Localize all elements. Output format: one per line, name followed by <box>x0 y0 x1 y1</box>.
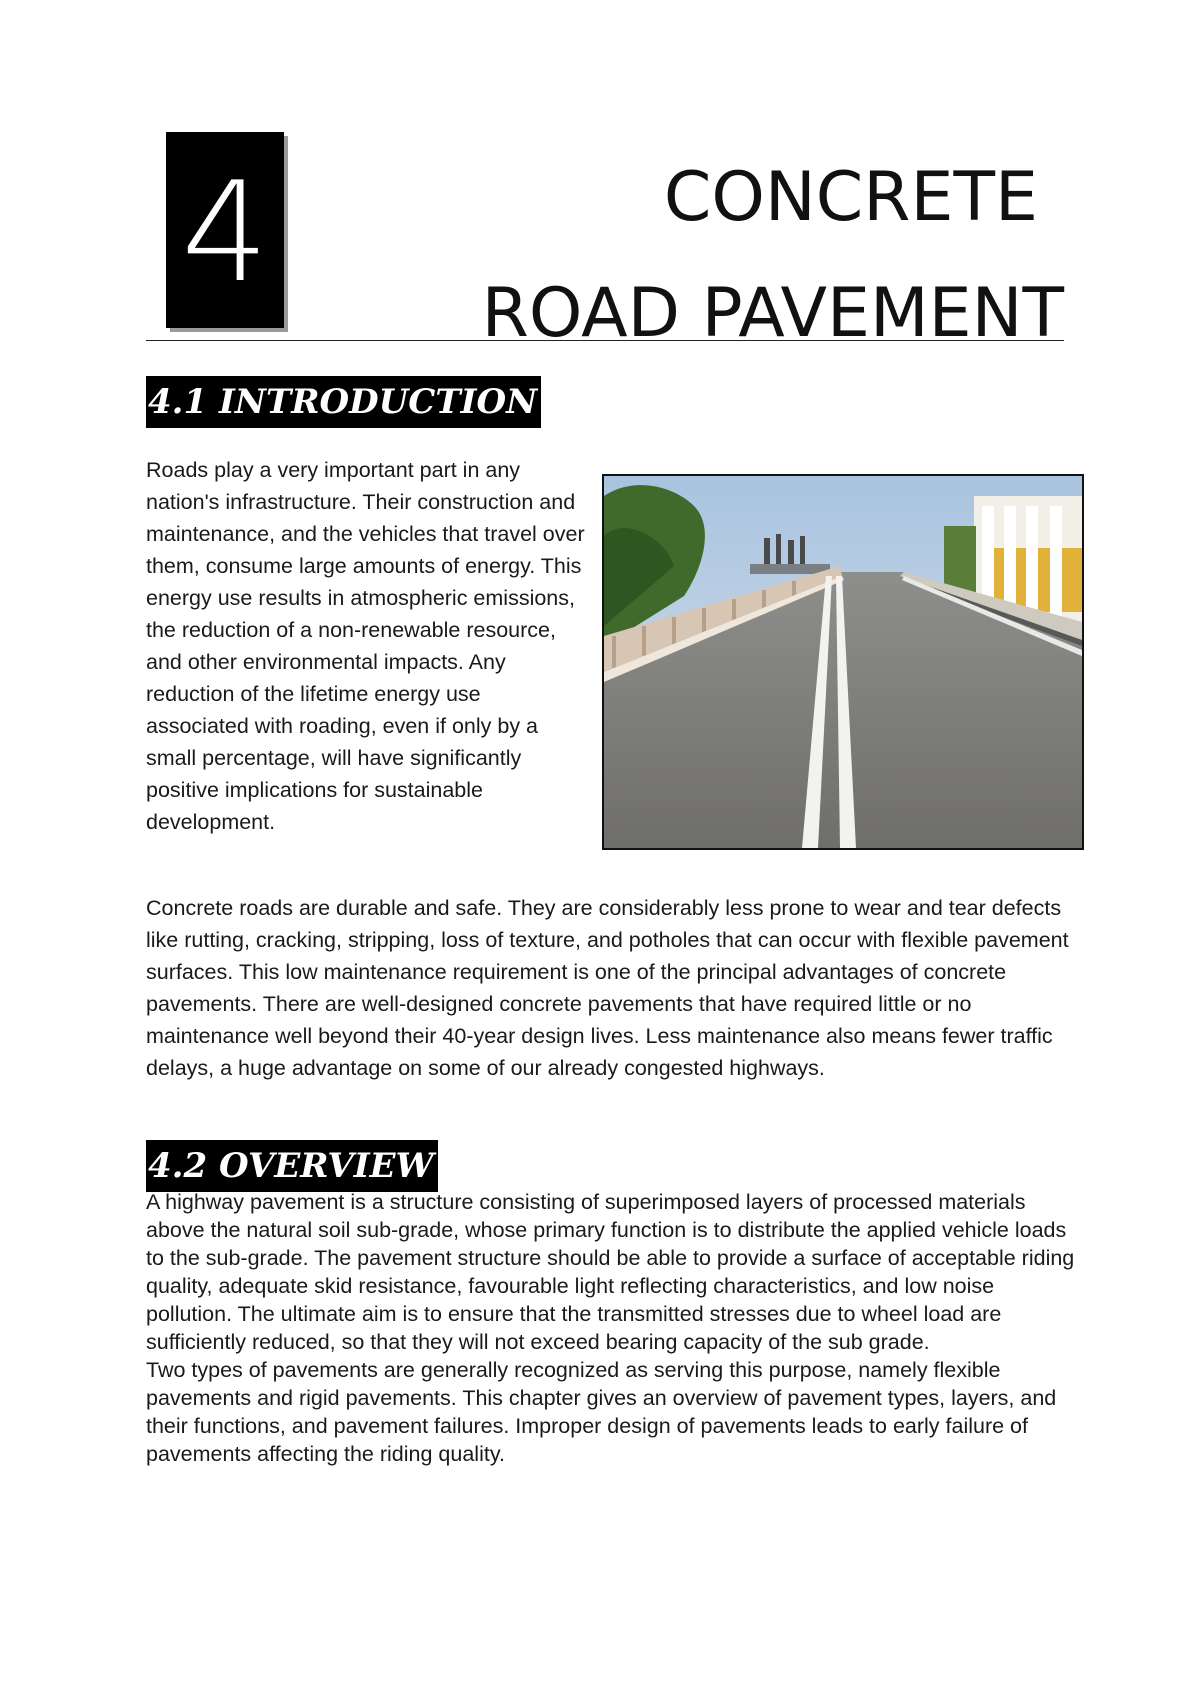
section-heading-overview: 4.2 OVERVIEW <box>146 1140 438 1192</box>
road-photo <box>602 474 1084 850</box>
overview-paragraph-2: Two types of pavements are generally recognized as serving this purpose, namely flexible pavements and rigid pavements. This chapter gives an overview of pavement types, layers, and their functions, and pavement failures. Improper design of pavements leads to early failure of pavements affecting the riding quality. <box>146 1358 1057 1466</box>
chapter-title-line2: ROAD PAVEMENT <box>481 274 1064 353</box>
chapter-number: 4 <box>181 152 269 313</box>
chapter-title-line1: CONCRETE <box>663 158 1038 237</box>
title-divider <box>146 340 1064 341</box>
overview-body <box>146 1188 1076 1468</box>
overview-paragraph-1: A highway pavement is a structure consisting of superimposed layers of processed materials above the natural soil sub-grade, whose primary function is to distribute the applied vehicle loads to the sub-grade. The pavement structure should be able to provide a surface of acceptable riding quality, adequate skid resistance, favourable light reflecting characteristics, and low noise pollution. The ultimate aim is to ensure that the transmitted stresses due to wheel load are sufficiently reduced, so that they will not exceed bearing capacity of the sub grade. <box>146 1190 1075 1354</box>
section-heading-introduction: 4.1 INTRODUCTION <box>146 376 541 428</box>
intro-paragraph-2: Concrete roads are durable and safe. They are considerably less prone to wear and tear defects like rutting, cracking, stripping, loss of texture, and potholes that can occur with flexible pavement surfaces. This low maintenance requirement is one of the principal advantages of concrete pavements. There are well-designed concrete pavements that have required little or no maintenance well beyond their 40-year design lives. Less maintenance also means fewer traffic delays, a huge advantage on some of our already congested highways. <box>146 896 1069 1080</box>
chapter-title <box>482 140 1064 372</box>
chapter-number-box <box>166 132 284 328</box>
intro-paragraph: Roads play a very important part in any nation's infrastructure. Their construction and maintenance, and the vehicles that travel over them, consume large amounts of energy. This energy use results in atmospheric emissions, the reduction of a non-renewable resource, and other environmental impacts. Any reduction of the lifetime energy use associated with roading, even if only by a small percentage, will have significantly positive implications for sustainable development. <box>146 458 585 834</box>
